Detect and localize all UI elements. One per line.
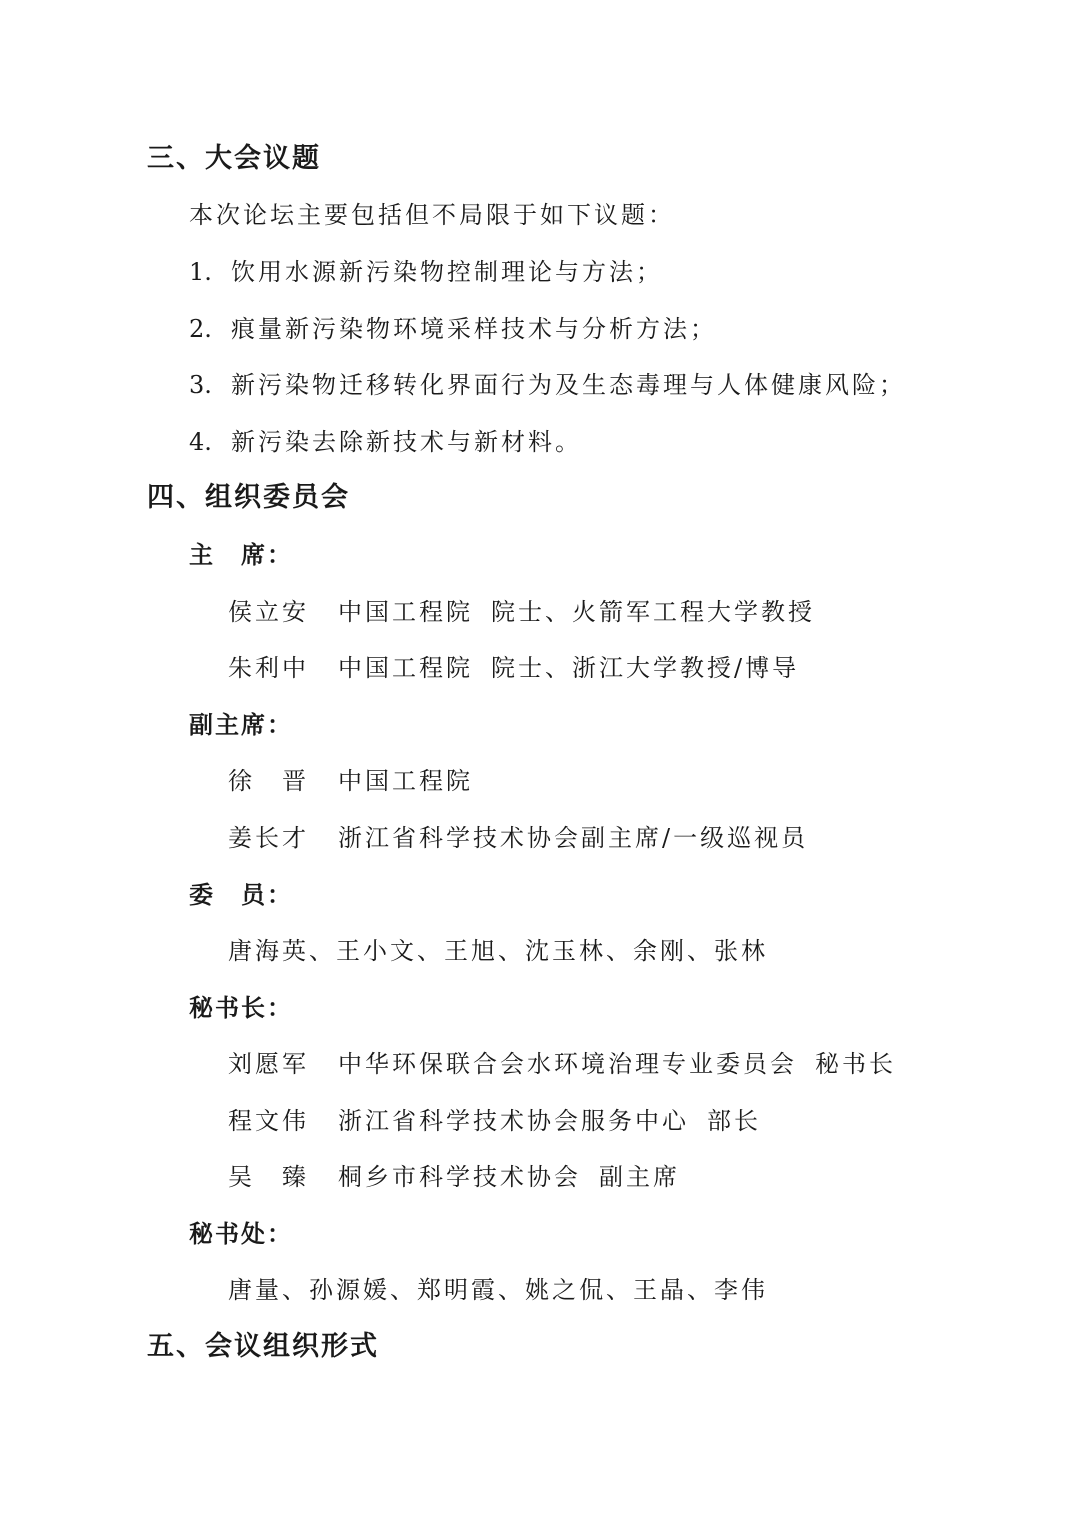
topic-item (189, 426, 582, 458)
person-name: 侯立安 (228, 598, 309, 626)
topic-number: 3. (189, 371, 212, 399)
secretary-general-label: 秘书长： (189, 994, 293, 1022)
member-list: 唐海英、王小文、王旭、沈玉林、余刚、张林 (228, 937, 768, 965)
person-name: 徐 晋 (228, 767, 309, 795)
chair-label: 主 席： (189, 541, 293, 569)
person-org: 浙江省科学技术协会服务中心 (338, 1107, 689, 1135)
person-role: 副主席 (599, 1163, 680, 1191)
secretariat-list: 唐量、孙源媛、郑明霞、姚之侃、王晶、李伟 (228, 1276, 768, 1304)
person-name: 程文伟 (228, 1107, 309, 1135)
person-name: 姜长才 (228, 824, 309, 852)
topic-number: 2. (189, 315, 212, 343)
person-org: 中华环保联合会水环境治理专业委员会 (338, 1050, 797, 1078)
section-5-title: 五、会议组织形式 (147, 1331, 379, 1362)
secretary-general-entry (228, 1105, 761, 1137)
section-3-intro: 本次论坛主要包括但不局限于如下议题： (189, 201, 675, 229)
secretary-general-entry (228, 1048, 896, 1080)
person-name: 刘愿军 (228, 1050, 309, 1078)
section-3-title: 三、大会议题 (147, 143, 321, 174)
person-desc: 中国工程院 (338, 767, 473, 795)
person-role: 院士、火箭军工程大学教授 (491, 598, 815, 626)
vice-chair-label: 副主席： (189, 711, 293, 739)
section-4-title: 四、组织委员会 (147, 482, 350, 513)
topic-text: 新污染去除新技术与新材料。 (231, 428, 582, 456)
topic-text: 新污染物迁移转化界面行为及生态毒理与人体健康风险； (231, 371, 906, 399)
topic-item (189, 256, 663, 288)
chair-entry (228, 596, 815, 628)
topic-item (189, 313, 717, 345)
member-label: 委 员： (189, 881, 293, 909)
topic-text: 饮用水源新污染物控制理论与方法； (231, 258, 663, 286)
vice-chair-entry (228, 765, 473, 797)
topic-number: 4. (189, 428, 212, 456)
person-role: 部长 (707, 1107, 761, 1135)
secretary-general-entry (228, 1161, 680, 1193)
person-org: 中国工程院 (338, 598, 473, 626)
person-desc: 浙江省科学技术协会副主席/一级巡视员 (338, 824, 809, 852)
person-name: 朱利中 (228, 654, 309, 682)
person-role: 院士、浙江大学教授/博导 (491, 654, 800, 682)
secretariat-label: 秘书处： (189, 1220, 293, 1248)
vice-chair-entry (228, 822, 808, 854)
chair-entry (228, 652, 799, 684)
person-role: 秘书长 (815, 1050, 896, 1078)
person-org: 桐乡市科学技术协会 (338, 1163, 581, 1191)
person-org: 中国工程院 (338, 654, 473, 682)
topic-item (189, 369, 906, 401)
person-name: 吴 臻 (228, 1163, 309, 1191)
topic-number: 1. (189, 258, 212, 286)
topic-text: 痕量新污染物环境采样技术与分析方法； (231, 315, 717, 343)
